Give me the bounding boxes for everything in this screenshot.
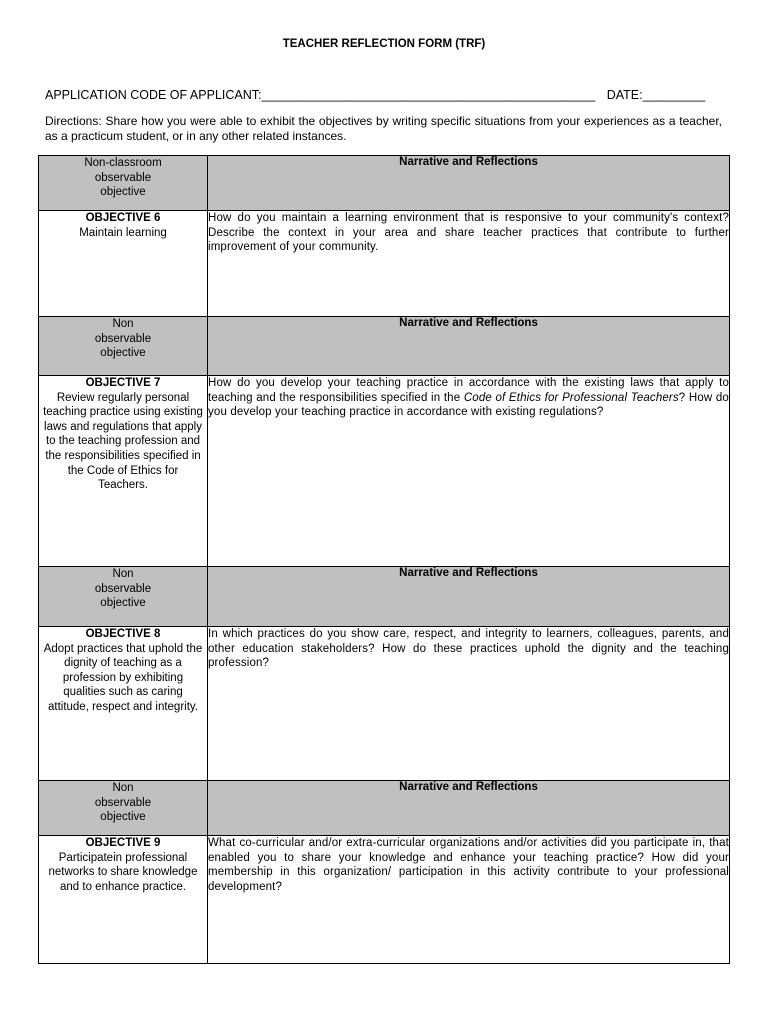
- objective-description: Adopt practices that uphold the dignity of teaching as a profession by exhibiting qualities such as caring attitude, respect and integrity.: [43, 642, 203, 713]
- narrative-header: Narrative and Reflections: [208, 156, 730, 211]
- narrative-response-area[interactable]: [208, 376, 730, 567]
- question-text: In which practices do you show care, respect, and integrity to learners, colleagues, parents, and other education stakeholders? How do these practices uphold the dignity and the teaching profession?: [208, 628, 729, 669]
- observable-label-cell: [39, 317, 208, 376]
- objective-row: [39, 211, 730, 317]
- observable-label-line: Non: [112, 568, 134, 580]
- objective-title: OBJECTIVE 9: [85, 837, 161, 849]
- objective-description: Participatein professional networks to share knowledge and to enhance practice.: [48, 851, 198, 893]
- narrative-response-area[interactable]: [208, 836, 730, 964]
- application-code-label: APPLICATION CODE OF APPLICANT:: [45, 88, 262, 102]
- observable-label-line: objective: [100, 597, 146, 609]
- objective-cell: [39, 211, 208, 317]
- objective-description: Maintain learning: [79, 226, 167, 239]
- reflection-question: [208, 376, 729, 420]
- reflection-question: [208, 836, 729, 894]
- question-text: How do you develop your teaching practice in accordance with the existing laws that apply to teaching and the responsibilities specified in the: [208, 377, 729, 404]
- objective-cell: [39, 627, 208, 781]
- application-code-field[interactable]: ________________________________________________: [261, 88, 596, 102]
- observable-label-cell: [39, 781, 208, 836]
- code-of-ethics-reference: Code of Ethics for Professional Teachers: [463, 391, 679, 404]
- question-text: How do you maintain a learning environment that is responsive to your community's context? Describe the context in your area and share teacher practices that contribute to further improvement of your community.: [208, 212, 729, 253]
- reflection-table: [38, 155, 730, 964]
- date-label: DATE:: [606, 88, 643, 102]
- narrative-header: Narrative and Reflections: [208, 781, 730, 836]
- section-header-row: [39, 156, 730, 211]
- objective-title: OBJECTIVE 7: [85, 377, 161, 389]
- section-header-row: [39, 567, 730, 627]
- observable-label-line: observable: [94, 171, 152, 184]
- objective-title: OBJECTIVE 6: [85, 212, 161, 224]
- observable-label-line: Non-classroom: [84, 157, 162, 169]
- narrative-response-area[interactable]: [208, 211, 730, 317]
- objective-title: OBJECTIVE 8: [85, 628, 161, 640]
- observable-label-line: observable: [94, 332, 152, 345]
- objective-row: [39, 376, 730, 567]
- objective-description: Review regularly personal teaching practice using existing laws and regulations that apply to the teaching profession and the responsibilities specified in the Code of Ethics for Teachers.: [43, 391, 203, 492]
- date-field[interactable]: _________: [642, 88, 706, 102]
- objective-row: [39, 836, 730, 964]
- reflection-question: [208, 211, 729, 255]
- observable-label-cell: [39, 567, 208, 627]
- narrative-header: Narrative and Reflections: [208, 317, 730, 376]
- objective-cell: [39, 376, 208, 567]
- question-text: ? How do you develop your teaching practice in accordance with existing regulations?: [208, 391, 729, 418]
- question-text: What co-curricular and/or extra-curricular organizations and/or activities did you participate in, that enabled you to share your knowledge and enhance your teaching practice? How did your membership in this organization/ participation in this activity contribute to your professional development?: [208, 837, 729, 893]
- section-header-row: [39, 781, 730, 836]
- application-code-line: [45, 88, 725, 102]
- observable-label-line: Non: [112, 782, 134, 794]
- observable-label-line: objective: [100, 811, 146, 823]
- observable-label-line: objective: [100, 347, 146, 359]
- section-header-row: [39, 317, 730, 376]
- objective-row: [39, 627, 730, 781]
- reflection-question: [208, 627, 729, 671]
- observable-label-line: objective: [100, 186, 146, 198]
- form-title: TEACHER REFLECTION FORM (TRF): [282, 38, 486, 50]
- directions-text: Directions: Share how you were able to exhibit the objectives by writing specific situations from your experiences as a teacher, as a practicum student, or in any other related instances.: [45, 114, 722, 143]
- objective-cell: [39, 836, 208, 964]
- observable-label-line: observable: [94, 582, 152, 595]
- observable-label-line: observable: [94, 796, 152, 809]
- observable-label-cell: [39, 156, 208, 211]
- observable-label-line: Non: [112, 318, 134, 330]
- narrative-response-area[interactable]: [208, 627, 730, 781]
- narrative-header: Narrative and Reflections: [208, 567, 730, 627]
